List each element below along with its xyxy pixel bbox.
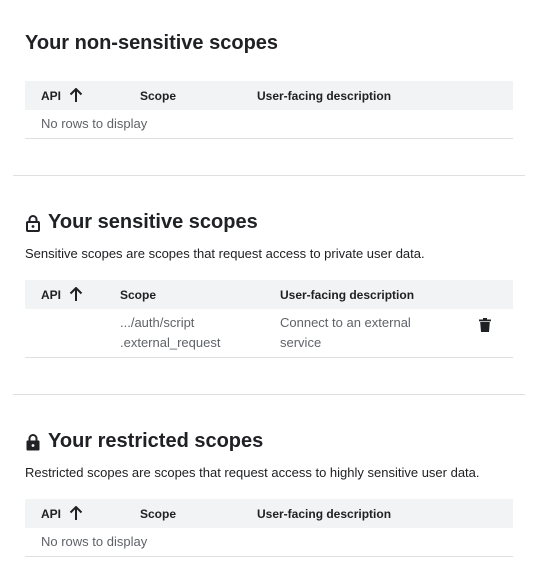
table-header xyxy=(25,81,513,110)
empty-row xyxy=(25,110,513,139)
restricted-scopes-description: Restricted scopes are scopes that request access to highly sensitive user data. xyxy=(25,465,480,480)
column-header-scope: Scope xyxy=(120,288,157,302)
no-rows-text: No rows to display xyxy=(41,116,148,131)
column-header-api[interactable]: API xyxy=(41,288,62,302)
non-sensitive-scopes-title: Your non-sensitive scopes xyxy=(25,32,279,54)
empty-row xyxy=(25,528,513,557)
table-header xyxy=(25,280,513,309)
lock-filled-icon xyxy=(25,433,41,451)
table-header xyxy=(25,499,513,528)
restricted-scopes-title: Your restricted scopes xyxy=(25,430,263,453)
column-header-description: User-facing description xyxy=(257,89,392,103)
delete-scope-button[interactable] xyxy=(477,316,493,334)
sensitive-scopes-table xyxy=(25,280,513,358)
column-header-api[interactable]: API xyxy=(41,89,62,103)
row-description: Connect to an external service xyxy=(280,315,411,350)
trash-icon[interactable] xyxy=(479,318,491,332)
column-header-scope: Scope xyxy=(140,507,177,521)
arrow-up-icon[interactable] xyxy=(69,88,83,103)
column-header-api[interactable]: API xyxy=(41,507,62,521)
non-sensitive-scopes-table xyxy=(25,81,513,139)
column-header-scope: Scope xyxy=(140,89,177,103)
row-scope: .../auth/script .external_request xyxy=(120,315,221,350)
lock-outline-icon xyxy=(25,214,41,232)
table-row xyxy=(25,309,513,358)
arrow-up-icon[interactable] xyxy=(69,287,83,302)
restricted-scopes-table xyxy=(25,499,513,557)
sensitive-scopes-description: Sensitive scopes are scopes that request access to private user data. xyxy=(25,246,425,261)
sensitive-scopes-title: Your sensitive scopes xyxy=(25,211,258,234)
no-rows-text: No rows to display xyxy=(41,534,148,549)
column-header-description: User-facing description xyxy=(280,288,415,302)
arrow-up-icon[interactable] xyxy=(69,506,83,521)
section-divider xyxy=(13,394,525,395)
section-divider xyxy=(13,175,525,176)
column-header-description: User-facing description xyxy=(257,507,392,521)
